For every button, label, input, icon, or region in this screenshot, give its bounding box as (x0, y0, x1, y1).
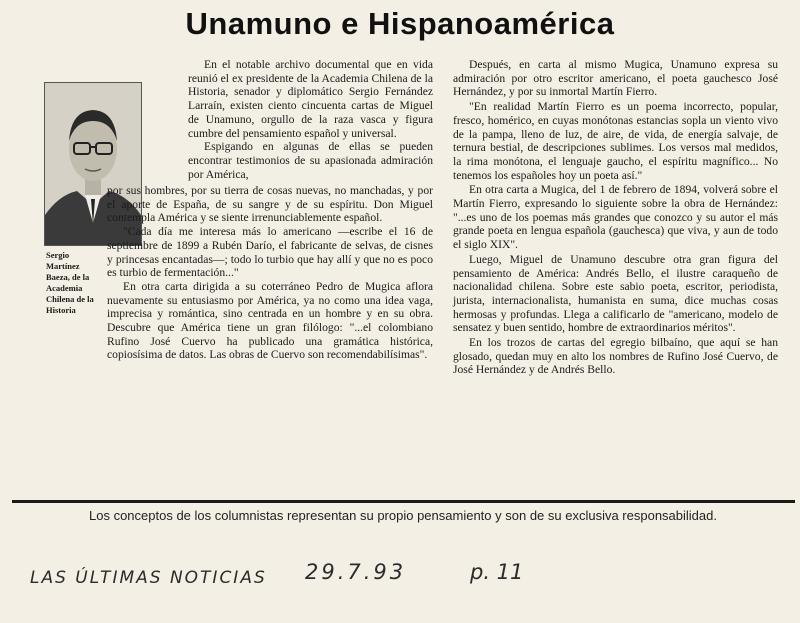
disclaimer: Los conceptos de los columnistas representan su propio pensamiento y son de su exclusiva responsabilidad. (89, 508, 717, 523)
paragraph: Espigando en algunas de ellas se pueden encontrar testimonios de su apasionada admiración por América, (188, 140, 433, 181)
divider-rule (12, 500, 795, 503)
paragraph: "Cada día me interesa más lo americano —escribe el 16 de septiembre de 1899 a Rubén Darío, el fabricante de selvas, de cisnes y princesas encantadas—; todo lo turbio que hay allí y que no es poco es turbio de fermentación..." (107, 225, 433, 280)
photo-caption: Sergio Martínez Baeza, de la Academia Chilena de la Historia (46, 250, 94, 315)
paragraph: En el notable archivo documental que en vida reunió el ex presidente de la Academia Chilena de la Historia, senador y diplomático Sergio Fernández Larraín, existen ciento cincuenta cartas de Miguel de Unamuno, orgullo de la raza vasca y figura cumbre del pensamiento español y universal. (188, 58, 433, 140)
headline: Unamuno e Hispanoamérica (185, 6, 615, 41)
paragraph: por sus hombres, por su tierra de cosas nuevas, no manchadas, y por el aporte de España, de su sangre y de su espíritu. Don Miguel contempla América y se siente irrenunciablemente español. (107, 184, 433, 225)
paragraph: En otra carta a Mugica, del 1 de febrero de 1894, volverá sobre el Martín Fierro, expresando lo siguiente sobre la obra de Hernández: "...es uno de los poemas más grandes que conozco y su autor el más grande poeta en lengua española (gauchesca) que viva, y aun de todo el siglo XIX". (453, 183, 778, 252)
paragraph: "En realidad Martín Fierro es un poema incorrecto, popular, fresco, homérico, en cuyas monótonas estancias sopla un viento vivo de la pampa, lleno de luz, de aire, de vida, de energía salvaje, de ternura bestial, de descripciones sublimes. Los versos mal medidos, la rima monótona, el lenguaje gaucho, el espíritu magnífico... No tenemos los españoles hoy un poeta así." (453, 100, 778, 182)
paragraph: En otra carta dirigida a su coterráneo Pedro de Mugica aflora nuevamente su entusiasmo por América, ya no como una idea vaga, imprecisa y romántica, sino centrada en un hombre y en su obra. Descubre que América tiene un gran filólogo: "...el colombiano Rufino José Cuervo ha publicado una gramática histórica, copiosísima de datos. Las obras de Cuervo son recomendabilísimas". (107, 279, 433, 362)
handwritten-page: p. 11 (470, 560, 524, 584)
handwritten-date: 29.7.93 (305, 560, 407, 584)
paragraph: En los trozos de cartas del egregio bilbaíno, que aquí se han glosado, quedan muy en alto los nombres de Rufino José Cuervo, de José Hernández y de Andrés Bello. (453, 336, 778, 377)
column-1-bottom (107, 184, 433, 362)
handwritten-newspaper-name: LAS ÚLTIMAS NOTICIAS (30, 568, 267, 588)
column-2 (453, 58, 778, 377)
column-1-top (188, 58, 433, 181)
paragraph: Después, en carta al mismo Mugica, Unamuno expresa su admiración por otro escritor americano, el poeta gauchesco José Hernández, y por su inmortal Martín Fierro. (453, 58, 778, 99)
paragraph: Luego, Miguel de Unamuno descubre otra gran figura del pensamiento de América: Andrés Bello, el ilustre caraqueño de nacionalidad chilena. Sobre este sabio poeta, escritor, periodista, jurista, internacionalista, humanista en suma, dice muchas cosas hermosas y profundas. Llega a calificarlo de "americano, modelo de sensatez y buen sentido, hombre de extraordinarios méritos". (453, 252, 778, 335)
